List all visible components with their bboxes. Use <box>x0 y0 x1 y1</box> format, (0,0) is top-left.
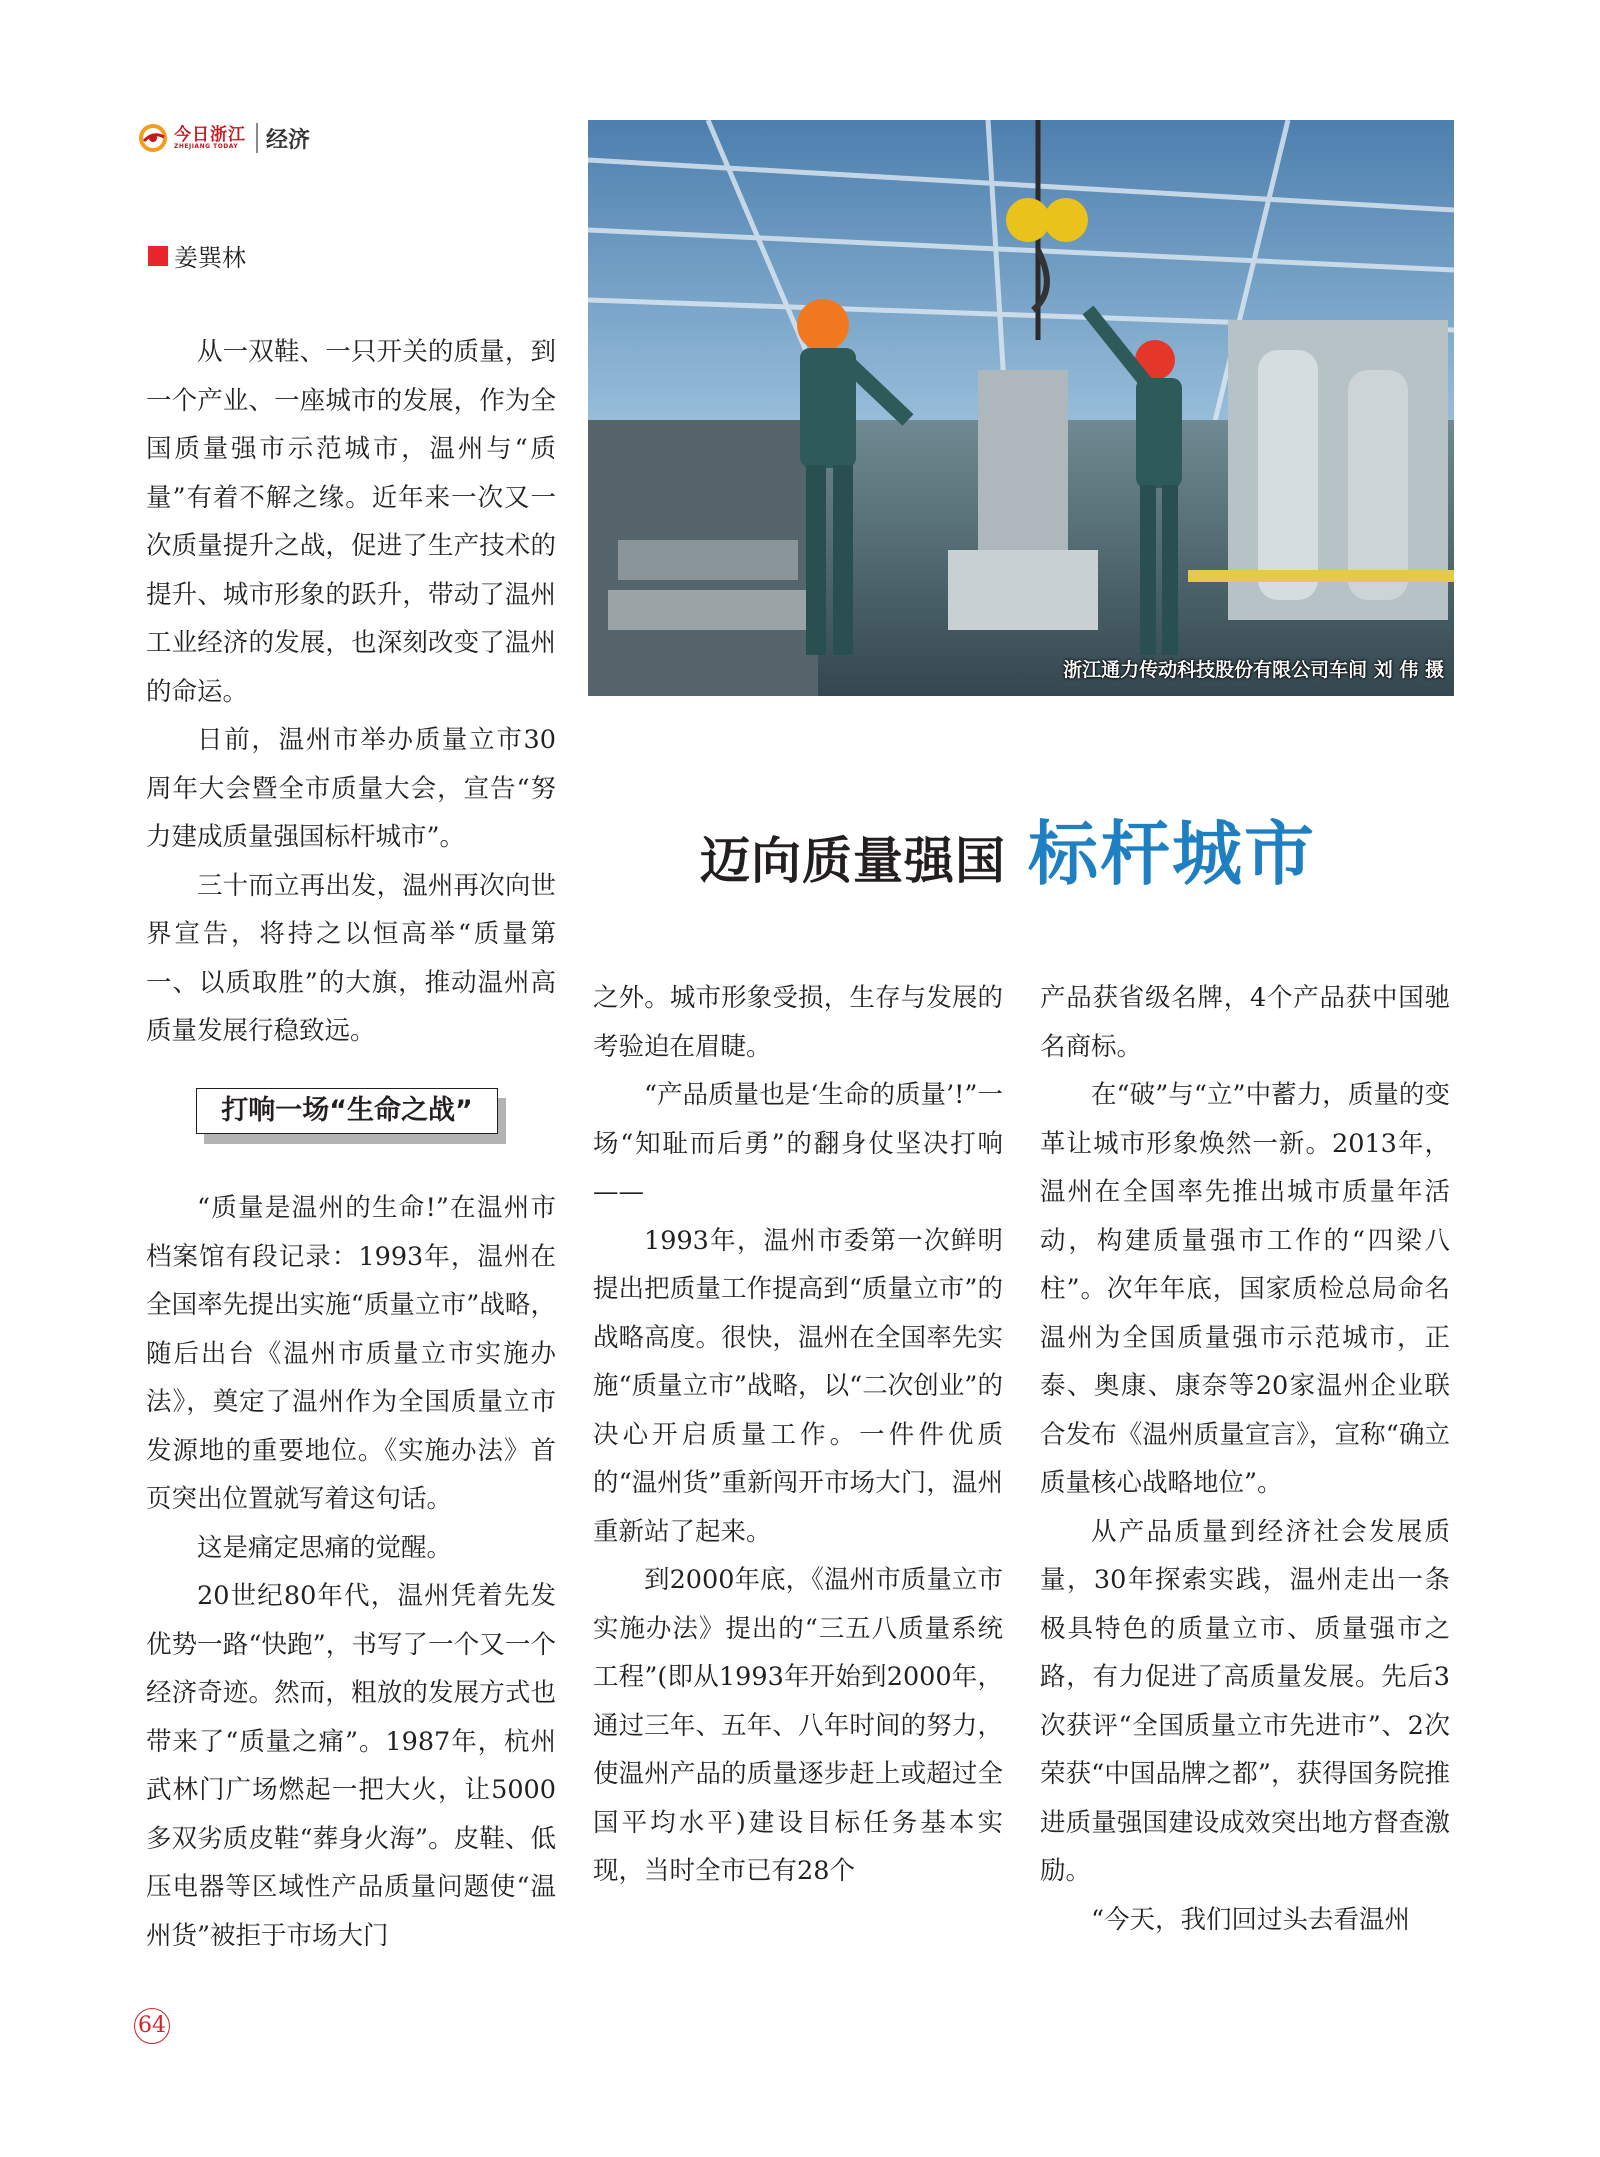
paragraph: 日前，温州市举办质量立市30周年大会暨全市质量大会，宣告“努力建成质量强国标杆城市”。 <box>146 725 556 852</box>
title-accent: 标杆城市 <box>1028 813 1316 895</box>
logo-chinese-text: 今日浙江 <box>174 124 246 145</box>
paragraph: 到2000年底，《温州市质量立市实施办法》提出的“三五八质量系统工程”(即从1993年开始到2000年，通过三年、五年、八年时间的努力，使温州产品的质量逐步赶上或超过全国平均水平)建设目标任务基本实现，当时全市已有28个 <box>593 1565 1003 1886</box>
paragraph: 三十而立再出发，温州再次向世界宣告，将持之以恒高举“质量第一、以质取胜”的大旗，推动温州高质量发展行稳致远。 <box>146 870 556 1046</box>
author-name: 姜巽林 <box>174 244 246 272</box>
paragraph: 从一双鞋、一只开关的质量，到一个产业、一座城市的发展，作为全国质量强市示范城市，温州与“质量”有着不解之缘。近年来一次又一次质量提升之战，促进了生产技术的提升、城市形象的跃升，带动了温州工业经济的发展，也深刻改变了温州的命运。 <box>146 337 556 707</box>
page-number: 64 <box>134 2008 170 2044</box>
section-name: 经济 <box>266 127 311 153</box>
photo-caption: 浙江通力传动科技股份有限公司车间 刘 伟 摄 <box>1063 659 1444 681</box>
magazine-header <box>138 118 310 158</box>
paragraph: 在“破”与“立”中蓄力，质量的变革让城市形象焕然一新。2013年，温州在全国率先推出城市质量年活动，构建质量强市工作的“四梁八柱”。次年年底，国家质检总局命名温州为全国质量强市示范城市，正泰、奥康、康奈等20家温州企业联合发布《温州质量宣言》，宣称“确立质量核心战略地位”。 <box>1040 1080 1450 1498</box>
paragraph: “今天，我们回过头去看温州 <box>1091 1904 1411 1935</box>
header-divider <box>256 123 258 153</box>
column-3 <box>1040 974 1450 1944</box>
section-subheading <box>196 1088 504 1140</box>
paragraph: 之外。城市形象受损，生存与发展的考验迫在眉睫。 <box>593 983 1003 1062</box>
column-1-intro <box>146 328 556 1056</box>
factory-workshop-image <box>588 120 1454 696</box>
author-byline <box>148 238 246 273</box>
paragraph: “质量是温州的生命!”在温州市档案馆有段记录：1993年，温州在全国率先提出实施“质量立市”战略，随后出台《温州市质量立市实施办法》，奠定了温州作为全国质量立市发源地的重要地位。《实施办法》首页突出位置就写着这句话。 <box>146 1193 556 1514</box>
paragraph: 这是痛定思痛的觉醒。 <box>197 1532 453 1563</box>
paragraph: 1993年，温州市委第一次鲜明提出把质量工作提高到“质量立市”的战略高度。很快，温州在全国率先实施“质量立市”战略，以“二次创业”的决心开启质量工作。一件件优质的“温州货”重新闯开市场大门，温州重新站了起来。 <box>593 1225 1003 1547</box>
paragraph: 产品获省级名牌，4个产品获中国驰名商标。 <box>1040 983 1450 1062</box>
magazine-logo <box>138 123 246 153</box>
sun-logo-icon <box>138 123 168 153</box>
paragraph: 从产品质量到经济社会发展质量，30年探索实践，温州走出一条极具特色的质量立市、质量强市之路，有力促进了高质量发展。先后3次获评“全国质量立市先进市”、2次荣获“中国品牌之都”，获得国务院推进质量强国建设成效突出地方督查激励。 <box>1040 1516 1450 1886</box>
column-1-body <box>146 1184 556 1960</box>
factory-photo <box>588 120 1454 696</box>
paragraph: 20世纪80年代，温州凭着先发优势一路“快跑”，书写了一个又一个经济奇迹。然而，粗放的发展方式也带来了“质量之痛”。1987年，杭州武林门广场燃起一把大火，让5000多双劣质皮鞋“葬身火海”。皮鞋、低压电器等区域性产品质量问题使“温州货”被拒于市场大门 <box>146 1581 556 1951</box>
logo-english-text: ZHEJIANG TODAY <box>174 142 239 150</box>
paragraph: “产品质量也是‘生命的质量’!”一场“知耻而后勇”的翻身仗坚决打响—— <box>593 1080 1003 1207</box>
subheading-text: 打响一场“生命之战” <box>196 1088 498 1134</box>
title-main: 迈向质量强国 <box>700 831 1006 890</box>
article-title <box>700 798 1316 899</box>
column-2 <box>593 974 1003 1896</box>
red-square-icon <box>148 246 168 266</box>
